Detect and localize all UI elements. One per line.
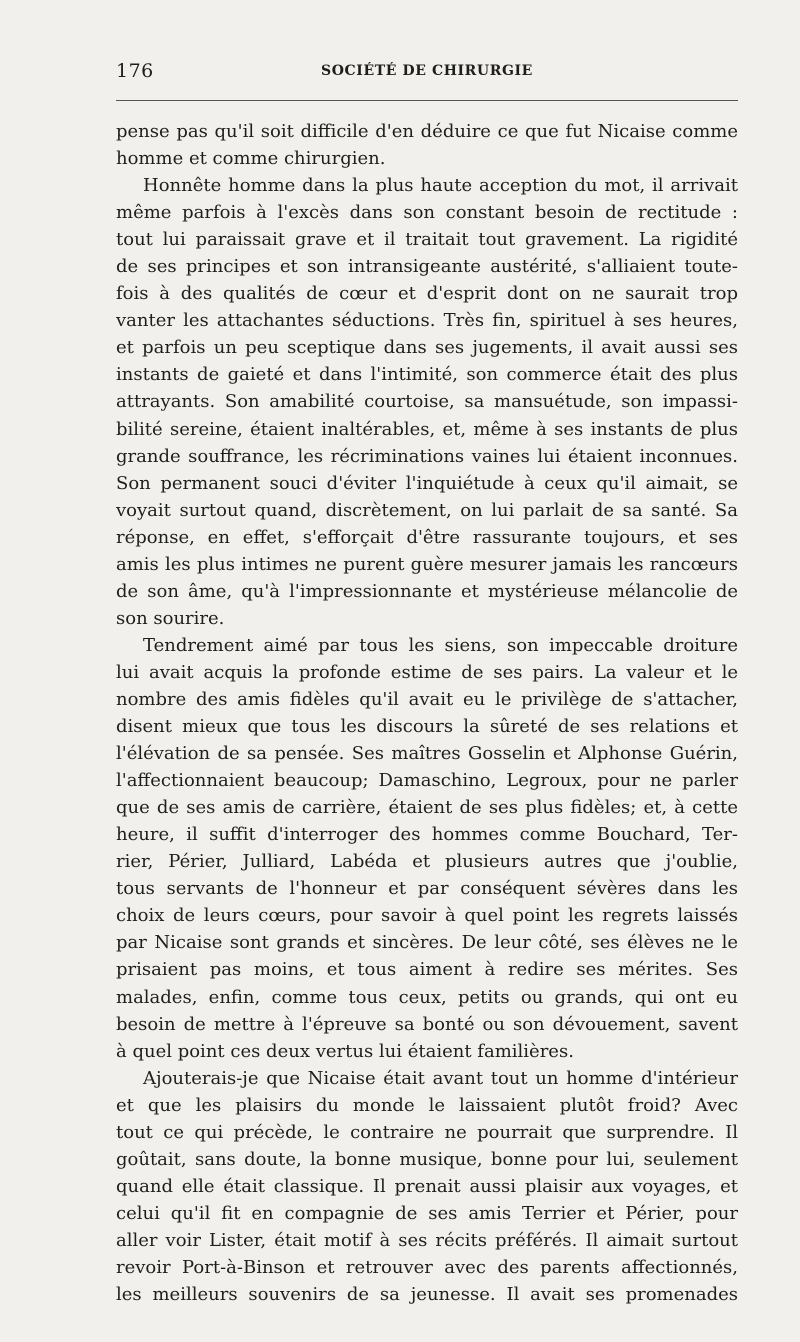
text-line: son sourire. (116, 607, 225, 629)
text-line: aller voir Lister, était motif à ses récits préférés. Il aimait surtout (116, 1229, 738, 1251)
text-line: nombre des amis fidèles qu'il avait eu le privilège de s'attacher, (116, 688, 738, 710)
text-line: besoin de mettre à l'épreuve sa bonté ou son dévouement, savent (116, 1013, 738, 1035)
text-line: malades, enfin, comme tous ceux, petits ou grands, qui ont eu (116, 986, 738, 1008)
paragraph (116, 632, 738, 1065)
text-line: attrayants. Son amabilité courtoise, sa mansuétude, son impassi- (116, 391, 738, 413)
text-line: tout ce qui précède, le contraire ne pourrait que surprendre. Il (116, 1121, 738, 1143)
text-line: l'élévation de sa pensée. Ses maîtres Gosselin et Alphonse Guérin, (116, 743, 738, 765)
text-line: heure, il suffit d'interroger des hommes comme Bouchard, Ter- (116, 824, 738, 846)
text-line: Tendrement aimé par tous les siens, son impeccable droiture (143, 634, 738, 656)
text-line: vanter les attachantes séductions. Très fin, spirituel à ses heures, (116, 310, 738, 332)
text-line: et que les plaisirs du monde le laissaient plutôt froid? Avec (116, 1094, 738, 1116)
text-line: goûtait, sans doute, la bonne musique, bonne pour lui, seulement (116, 1148, 738, 1170)
text-line: l'affectionnaient beaucoup; Damaschino, Legroux, pour ne parler (116, 770, 738, 792)
text-line: lui avait acquis la profonde estime de ses pairs. La valeur et le (116, 661, 738, 683)
text-line: Ajouterais-je que Nicaise était avant tout un homme d'intérieur (143, 1067, 738, 1089)
text-line: tous servants de l'honneur et par conséquent sévères dans les (116, 878, 738, 900)
text-line: homme et comme chirurgien. (116, 148, 386, 170)
text-line: prisaient pas moins, et tous aiment à redire ses mérites. Ses (116, 959, 738, 981)
header-rule (116, 100, 738, 101)
text-line: choix de leurs cœurs, pour savoir à quel point les regrets laissés (116, 905, 738, 927)
paragraph (116, 1065, 738, 1308)
text-line: de ses principes et son intransigeante austérité, s'alliaient toute- (116, 256, 738, 278)
text-line: amis les plus intimes ne purent guère mesurer jamais les rancœurs (116, 553, 738, 575)
text-line: Son permanent souci d'éviter l'inquiétude à ceux qu'il aimait, se (116, 472, 738, 494)
paragraph (116, 172, 738, 632)
text-line: réponse, en effet, s'efforçait d'être rassurante toujours, et ses (116, 526, 738, 548)
text-line: que de ses amis de carrière, étaient de ses plus fidèles; et, à cette (116, 797, 738, 819)
body-text (116, 118, 738, 1308)
text-line: revoir Port-à-Binson et retrouver avec des parents affectionnés, (116, 1256, 738, 1278)
page-number: 176 (116, 60, 154, 82)
text-line: disent mieux que tous les discours la sûreté de ses relations et (116, 716, 738, 738)
text-line: pense pas qu'il soit difficile d'en déduire ce que fut Nicaise comme (116, 121, 738, 142)
text-line: par Nicaise sont grands et sincères. De leur côté, ses élèves ne le (116, 932, 738, 954)
paragraph (116, 118, 738, 172)
text-line: instants de gaieté et dans l'intimité, son commerce était des plus (116, 364, 738, 386)
page-header (116, 60, 738, 88)
text-line: même parfois à l'excès dans son constant besoin de rectitude : (116, 202, 738, 224)
text-line: et parfois un peu sceptique dans ses jugements, il avait aussi ses (116, 337, 738, 359)
text-line: quand elle était classique. Il prenait aussi plaisir aux voyages, et (116, 1175, 738, 1197)
text-line: fois à des qualités de cœur et d'esprit dont on ne saurait trop (116, 283, 738, 305)
running-head: SOCIÉTÉ DE CHIRURGIE (321, 63, 533, 79)
text-line: bilité sereine, étaient inaltérables, et, même à ses instants de plus (116, 418, 738, 440)
text-line: à quel point ces deux vertus lui étaient familières. (116, 1040, 574, 1062)
text-line: rier, Périer, Julliard, Labéda et plusieurs autres que j'oublie, (116, 851, 738, 873)
text-line: voyait surtout quand, discrètement, on lui parlait de sa santé. Sa (116, 499, 738, 521)
text-line: de son âme, qu'à l'impressionnante et mystérieuse mélancolie de (116, 580, 738, 602)
text-line: celui qu'il fit en compagnie de ses amis Terrier et Périer, pour (116, 1202, 738, 1224)
text-line: tout lui paraissait grave et il traitait tout gravement. La rigidité (116, 229, 738, 251)
text-line: les meilleurs souvenirs de sa jeunesse. Il avait ses promenades (116, 1284, 738, 1306)
text-line: Honnête homme dans la plus haute acception du mot, il arrivait (143, 175, 738, 197)
text-line: grande souffrance, les récriminations vaines lui étaient inconnues. (116, 445, 738, 467)
